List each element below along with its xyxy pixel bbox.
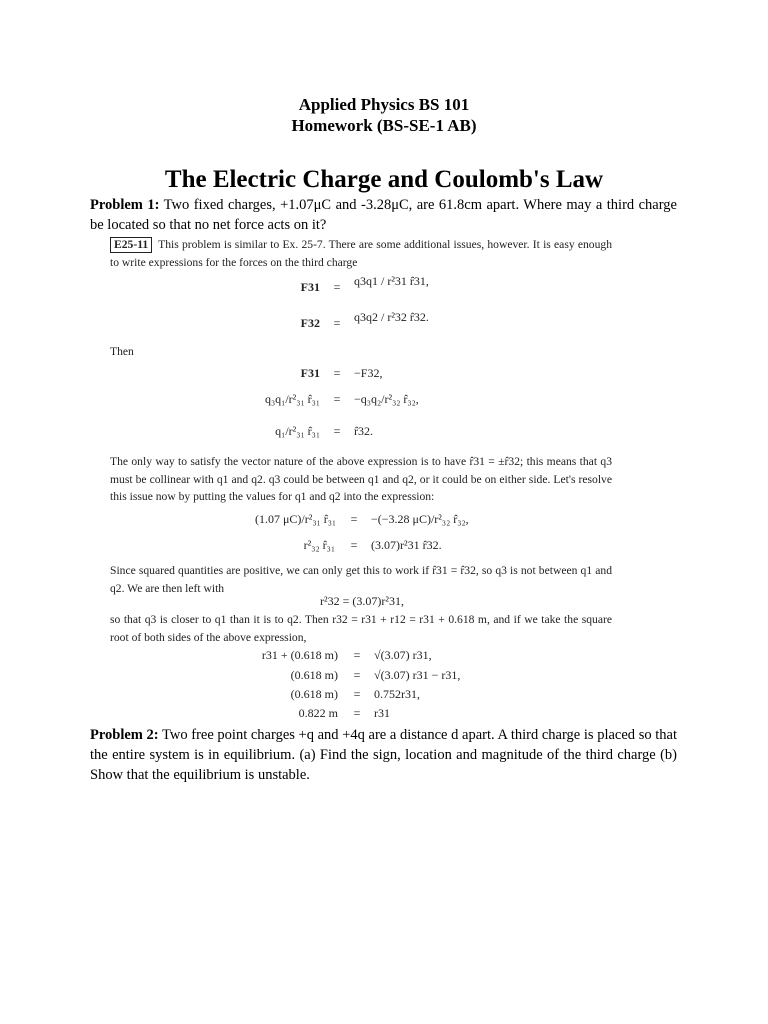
equation-result-lhs: 0.822 m <box>298 706 338 720</box>
equation-f32-rel: = <box>333 316 341 330</box>
equation-coulomb-ratio-lhs: q₃q₁/r²₃₁ r̂₃₁ <box>264 392 320 406</box>
exercise-tag: E25-11 <box>110 237 152 253</box>
equation-sqrt-3-lhs: (0.618 m) <box>290 687 338 701</box>
equation-sqrt-1 <box>250 648 500 666</box>
equation-f31-lhs: F31 <box>300 280 320 294</box>
equation-squared-rel: = <box>350 538 358 552</box>
equation-f31-rel: = <box>333 280 341 294</box>
equation-squared-rhs: (3.07)r²31 r̂32. <box>371 538 442 552</box>
equation-f32-rhs: q3q2 / r²32 r̂32. <box>354 310 429 324</box>
solution-intro-text: This problem is similar to Ex. 25-7. There are some additional issues, however. It is easy enough to write expressions for the forces on the third charge <box>110 238 612 269</box>
equation-coulomb-ratio-rhs: −q₃q₂/r²₃₂ r̂₃₂, <box>354 392 419 406</box>
equation-sqrt-2-lhs: (0.618 m) <box>290 668 338 682</box>
equation-f31 <box>250 272 470 302</box>
equation-sqrt-1-rhs: √(3.07) r31, <box>374 648 432 662</box>
equation-values-rhs: −(−3.28 μC)/r²₃₂ r̂₃₂, <box>371 512 469 526</box>
equation-result <box>250 706 500 724</box>
equation-unit-vectors-rel: = <box>333 424 341 438</box>
equation-f31-rhs: q3q1 / r²31 r̂31, <box>354 274 429 288</box>
equation-sqrt-2-rhs: √(3.07) r31 − r31, <box>374 668 461 682</box>
equation-sqrt-3-rel: = <box>353 687 361 701</box>
problem-2-label: Problem 2: <box>90 727 159 743</box>
equation-values-lhs: (1.07 μC)/r²₃₁ r̂₃₁ <box>255 512 337 526</box>
equation-r32-squared: r²32 = (3.07)r²31, <box>320 594 404 608</box>
equation-balance-lhs: F31 <box>300 366 320 380</box>
equation-squared <box>255 538 495 556</box>
equation-sqrt-2 <box>250 668 500 686</box>
homework-title: Homework (BS-SE-1 AB) <box>291 116 477 135</box>
equation-result-rel: = <box>353 706 361 720</box>
equation-values-rel: = <box>350 512 358 526</box>
equation-sqrt-1-lhs: r31 + (0.618 m) <box>261 648 338 662</box>
equation-balance-rhs: −F32, <box>354 366 383 380</box>
equation-sqrt-3-rhs: 0.752r31, <box>374 687 420 701</box>
solution-paragraph-3: so that q3 is closer to q1 than it is to q2. Then r32 = r31 + r12 = r31 + 0.618 m, and if we take the square root of both sides of the above expression, <box>110 613 612 644</box>
equation-balance <box>250 366 470 384</box>
problem-1-label: Problem 1: <box>90 197 160 213</box>
course-title: Applied Physics BS 101 <box>298 95 470 114</box>
equation-sqrt-3 <box>250 687 500 705</box>
equation-squared-lhs: r²₃₂ r̂₃₁ <box>303 538 335 552</box>
equation-unit-vectors <box>250 418 470 444</box>
equation-values <box>255 506 495 532</box>
problem-2-text: Two free point charges +q and +4q are a distance d apart. A third charge is placed so that the entire system is in equilibrium. (a) Find the sign, location and magnitude of the third charge (b) Show that the equilibrium is unstable. <box>90 727 677 783</box>
solution-paragraph-2: Since squared quantities are positive, we can only get this to work if r̂31 = r̂32, so q3 is not between q1 and q2. We are then left with <box>110 564 612 595</box>
equation-f32-lhs: F32 <box>300 316 320 330</box>
equation-result-rhs: r31 <box>374 706 390 720</box>
solution-paragraph-1: The only way to satisfy the vector nature of the above expression is to have r̂31 = ±r̂32; this means that q3 must be collinear with q1 and q2. q3 could be between q1 and q2, or it could be on either side. Let's resolve this issue now by putting the values for q1 and q2 into the expression: <box>110 455 612 503</box>
equation-f32 <box>250 308 470 338</box>
equation-balance-rel: = <box>333 366 341 380</box>
solution-then: Then <box>110 345 134 358</box>
equation-sqrt-2-rel: = <box>353 668 361 682</box>
problem-2 <box>90 725 677 785</box>
equation-unit-vectors-rhs: r̂32. <box>354 424 373 438</box>
solution-intro <box>110 236 612 271</box>
equation-coulomb-ratio <box>250 386 470 412</box>
page-title: The Electric Charge and Coulomb's Law <box>164 166 604 193</box>
equation-unit-vectors-lhs: q₁/r²₃₁ r̂₃₁ <box>275 424 320 438</box>
problem-1-text: Two fixed charges, +1.07μC and -3.28μC, are 61.8cm apart. Where may a third charge be located so that no net force acts on it? <box>90 197 677 233</box>
equation-sqrt-1-rel: = <box>353 648 361 662</box>
equation-coulomb-ratio-rel: = <box>333 392 341 406</box>
problem-1 <box>90 195 677 235</box>
